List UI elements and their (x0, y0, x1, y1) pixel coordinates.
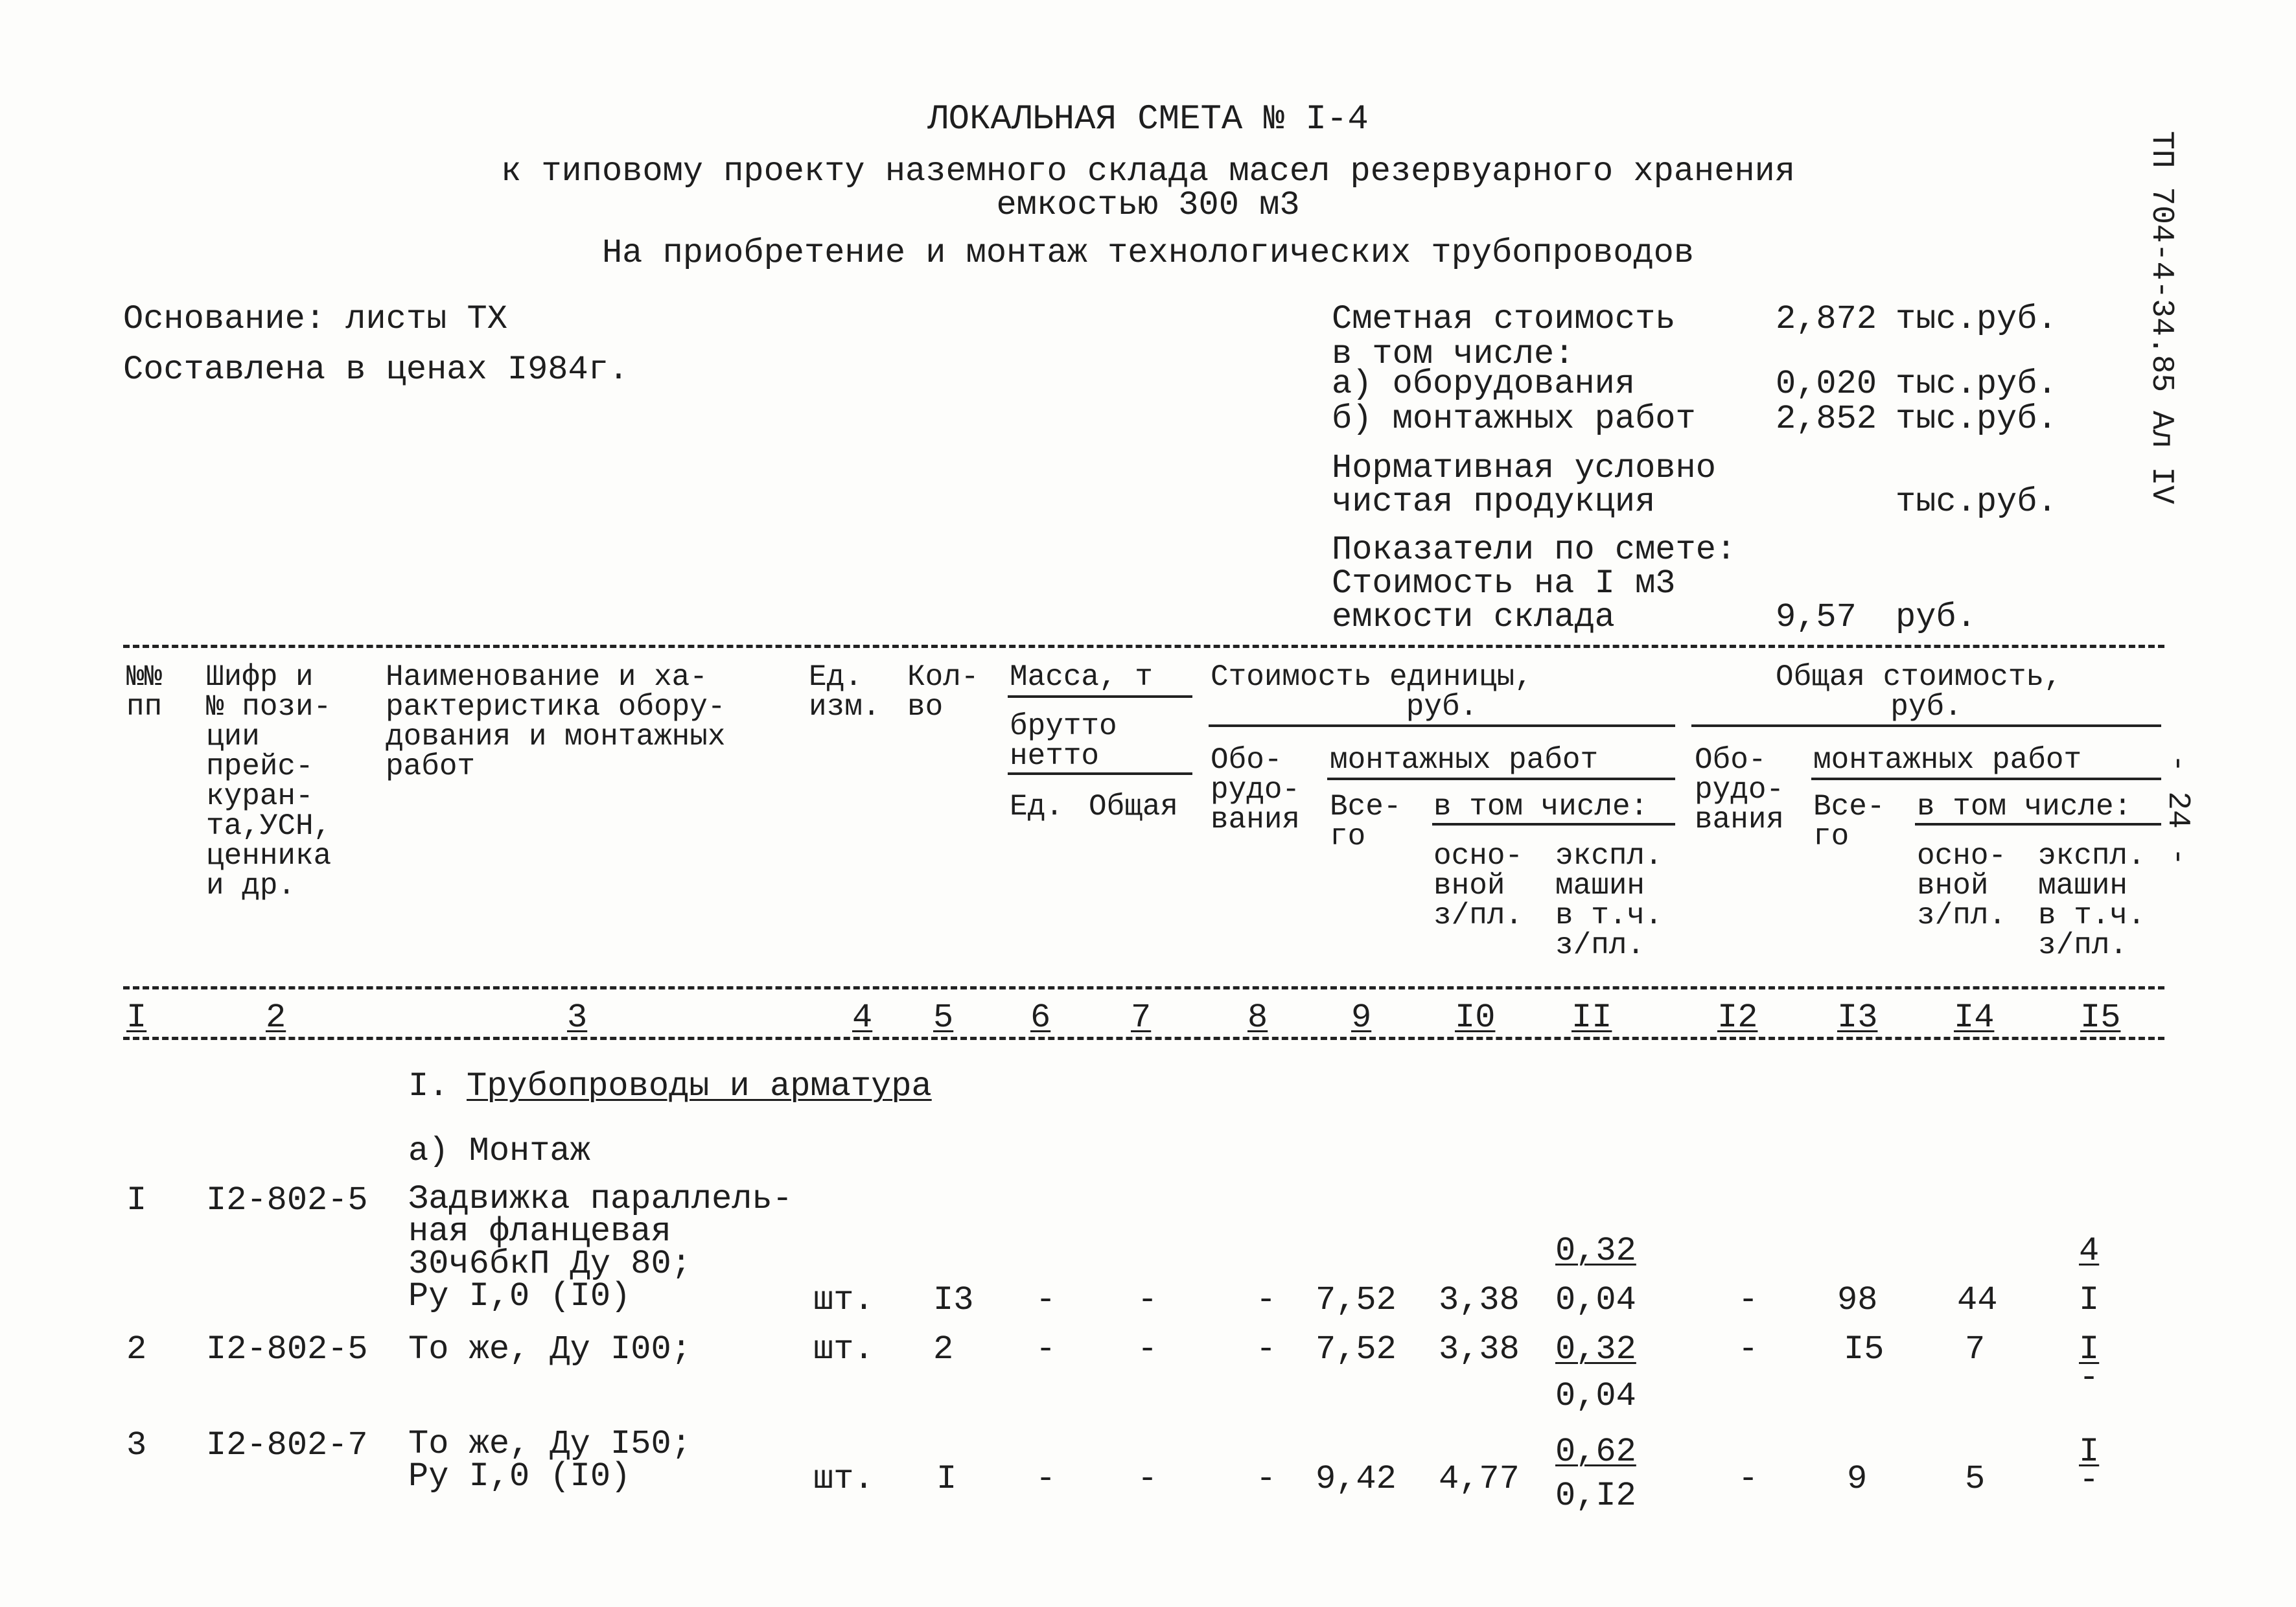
row-1-code: I2-802-5 (206, 1181, 368, 1220)
col-number: 3 (567, 999, 588, 1037)
indicators-label: Показатели по смете: (1332, 531, 1737, 569)
col-header-total2: Все- го (1813, 790, 1885, 853)
section-title: Трубопроводы и арматура (467, 1067, 932, 1105)
row-2-t-mach-top: I (2079, 1330, 2100, 1369)
row-1-t-total: 98 (1837, 1281, 1878, 1319)
norm-unit: тыс.руб. (1896, 483, 2058, 521)
col-header-mount-works2: монтажных работ (1813, 743, 2082, 777)
col-number: I3 (1837, 999, 1878, 1037)
cost-value: 2,872 (1776, 300, 1877, 338)
row-3-t-mach-top: I (2079, 1433, 2100, 1471)
col-header-mount-works: монтажных работ (1330, 743, 1599, 777)
row-2-code: I2-802-5 (206, 1330, 368, 1369)
row-2-t-total: I5 (1844, 1330, 1884, 1369)
col-header-qty: Кол- во (907, 660, 979, 724)
col-header-total-cost: Общая стоимость, (1776, 660, 2062, 694)
row-2-num: 2 (126, 1330, 147, 1369)
row-3-mass-unit: - (1036, 1460, 1056, 1498)
col-header-unit-cost: Стоимость единицы, (1211, 660, 1533, 694)
row-2-t-mach-bot: - (2079, 1359, 2100, 1397)
col-header-machines2: экспл. машин в т.ч. з/пл. (2038, 839, 2146, 962)
mass-rule (1008, 695, 1192, 698)
row-1-mach-top: 0,32 (1555, 1232, 1636, 1270)
row-3-t-total: 9 (1847, 1460, 1868, 1498)
col-header-incl2: в том числе: (1917, 790, 2132, 824)
row-2-mass-unit: - (1036, 1330, 1056, 1369)
row-1-total: 7,52 (1316, 1281, 1397, 1319)
row-1-t-mach-bot: I (2079, 1281, 2100, 1319)
col-header-code: Шифр и № пози- ции прейс- куран- та,УСН, ценника и др. (206, 660, 332, 903)
col-header-equip2: Обо- рудо- вания (1695, 743, 1785, 837)
row-1-mass-total: - (1137, 1281, 1158, 1319)
col-number: 5 (933, 999, 954, 1037)
row-3-base: 4,77 (1439, 1460, 1520, 1498)
row-2-unit: шт. (813, 1330, 874, 1369)
row-1-t-equip: - (1738, 1281, 1759, 1319)
row-3-mach-top: 0,62 (1555, 1433, 1636, 1471)
document-subtitle: к типовому проекту наземного склада масел резервуарного хранения (500, 152, 1796, 191)
row-2-qty: 2 (933, 1330, 954, 1369)
col-header-base-wage: осно- вной з/пл. (1433, 839, 1524, 932)
row-2-mach-bot: 0,04 (1555, 1377, 1636, 1415)
col-number: II (1571, 999, 1612, 1037)
colnum-bottom-rule (123, 1037, 2164, 1040)
basis-label: Основание: листы ТХ (123, 300, 507, 338)
col-header-mass-total: Общая (1089, 790, 1179, 824)
document-purpose: На приобретение и монтаж технологических трубопроводов (601, 234, 1695, 272)
row-1-t-base: 44 (1957, 1281, 1998, 1319)
mount-label: б) монтажных работ (1332, 400, 1696, 438)
col-number: 4 (852, 999, 873, 1037)
total-cost-rule (1691, 724, 2161, 727)
row-3-unit: шт. (813, 1460, 874, 1498)
indicators-unit: руб. (1896, 598, 1977, 636)
mount-works-rule (1327, 778, 1675, 780)
indicators-cost-label: Стоимость на I м3 (1332, 564, 1676, 603)
row-3-equip: - (1256, 1460, 1277, 1498)
col-number: 8 (1247, 999, 1268, 1037)
row-2-total: 7,52 (1316, 1330, 1397, 1369)
row-3-code: I2-802-7 (206, 1426, 368, 1464)
col-number: I2 (1717, 999, 1758, 1037)
row-1-unit: шт. (813, 1281, 874, 1319)
col-header-brutto: брутто (1010, 710, 1117, 743)
col-header-netto: нетто (1010, 739, 1100, 773)
row-3-t-equip: - (1738, 1460, 1759, 1498)
row-3-name: То же, Ду I50; Ру I,0 (I0) (408, 1425, 691, 1496)
row-1-mach-bot: 0,04 (1555, 1281, 1636, 1319)
col-number: I5 (2080, 999, 2121, 1037)
norm-label-2: чистая продукция (1332, 483, 1656, 521)
row-2-base: 3,38 (1439, 1330, 1520, 1369)
cost-label: Сметная стоимость (1332, 300, 1676, 338)
col-header-unit: Ед. изм. (809, 660, 881, 724)
col-header-total-cost-rub: руб. (1890, 690, 1962, 724)
document-capacity: емкостью 300 м3 (996, 186, 1300, 224)
row-1-base: 3,38 (1439, 1281, 1520, 1319)
equip-value: 0,020 (1776, 365, 1877, 403)
document-title: ЛОКАЛЬНАЯ СМЕТА № I-4 (927, 100, 1369, 139)
row-3-mass-total: - (1137, 1460, 1158, 1498)
header-top-rule (123, 645, 2164, 648)
mount-value: 2,852 (1776, 400, 1877, 438)
section-number: I. (408, 1067, 449, 1105)
unit-cost-rule (1209, 724, 1675, 727)
header-bottom-rule (123, 986, 2164, 989)
cost-unit: тыс.руб. (1896, 300, 2058, 338)
col-number: I (126, 999, 147, 1037)
row-2-mass-total: - (1137, 1330, 1158, 1369)
col-header-mass-unit: Ед. (1010, 790, 1063, 824)
col-number: 2 (266, 999, 286, 1037)
side-stamp: ТП 704-4-34.85 Ал IV (2144, 130, 2179, 505)
equip-label: а) оборудования (1332, 365, 1636, 403)
col-number: I4 (1954, 999, 1995, 1037)
equip-unit: тыс.руб. (1896, 365, 2058, 403)
col-header-num: №№ пп (126, 660, 163, 724)
mount-unit: тыс.руб. (1896, 400, 2058, 438)
col-header-unit-cost-rub: руб. (1406, 690, 1478, 724)
row-1-qty: I3 (933, 1281, 974, 1319)
col-number: 7 (1131, 999, 1152, 1037)
prices-label: Составлена в ценах I984г. (123, 351, 629, 389)
col-header-base-wage2: осно- вной з/пл. (1917, 839, 2007, 932)
row-1-mass-unit: - (1036, 1281, 1056, 1319)
indicators-value: 9,57 (1776, 598, 1857, 636)
row-3-t-mach-bot: - (2079, 1461, 2100, 1499)
page-number: - 24 - (2160, 754, 2195, 866)
row-1-name: Задвижка параллель- ная фланцевая 30ч6бкП Ду 80; Ру I,0 (I0) (408, 1180, 793, 1315)
col-header-name: Наименование и ха- рактеристика обору- дования и монтажных работ (386, 660, 726, 783)
col-number: I0 (1455, 999, 1496, 1037)
indicators-capacity-label: емкости склада (1332, 598, 1615, 636)
row-2-mach-top: 0,32 (1555, 1330, 1636, 1369)
col-header-mass: Масса, т (1010, 660, 1153, 694)
col-header-incl: в том числе: (1433, 790, 1649, 824)
row-2-name: То же, Ду I00; (408, 1330, 691, 1369)
norm-label-1: Нормативная условно (1332, 449, 1716, 487)
row-1-t-mach-top: 4 (2079, 1232, 2100, 1270)
row-1-num: I (126, 1181, 147, 1220)
row-3-t-base: 5 (1965, 1460, 1986, 1498)
col-number: 6 (1030, 999, 1051, 1037)
col-number: 9 (1351, 999, 1372, 1037)
row-2-t-equip: - (1738, 1330, 1759, 1369)
subsection-title: а) Монтаж (408, 1132, 590, 1170)
incl-label: в том числе: (1332, 335, 1575, 373)
row-3-num: 3 (126, 1426, 147, 1464)
row-2-t-base: 7 (1965, 1330, 1986, 1369)
row-3-qty: I (936, 1460, 957, 1498)
col-header-equip: Обо- рудо- вания (1211, 743, 1301, 837)
row-3-total: 9,42 (1316, 1460, 1397, 1498)
row-2-equip: - (1256, 1330, 1277, 1369)
row-1-equip: - (1256, 1281, 1277, 1319)
mount-works2-rule (1811, 778, 2161, 780)
col-header-machines: экспл. машин в т.ч. з/пл. (1555, 839, 1663, 962)
col-header-total: Все- го (1330, 790, 1402, 853)
row-3-mach-bot: 0,I2 (1555, 1477, 1636, 1515)
